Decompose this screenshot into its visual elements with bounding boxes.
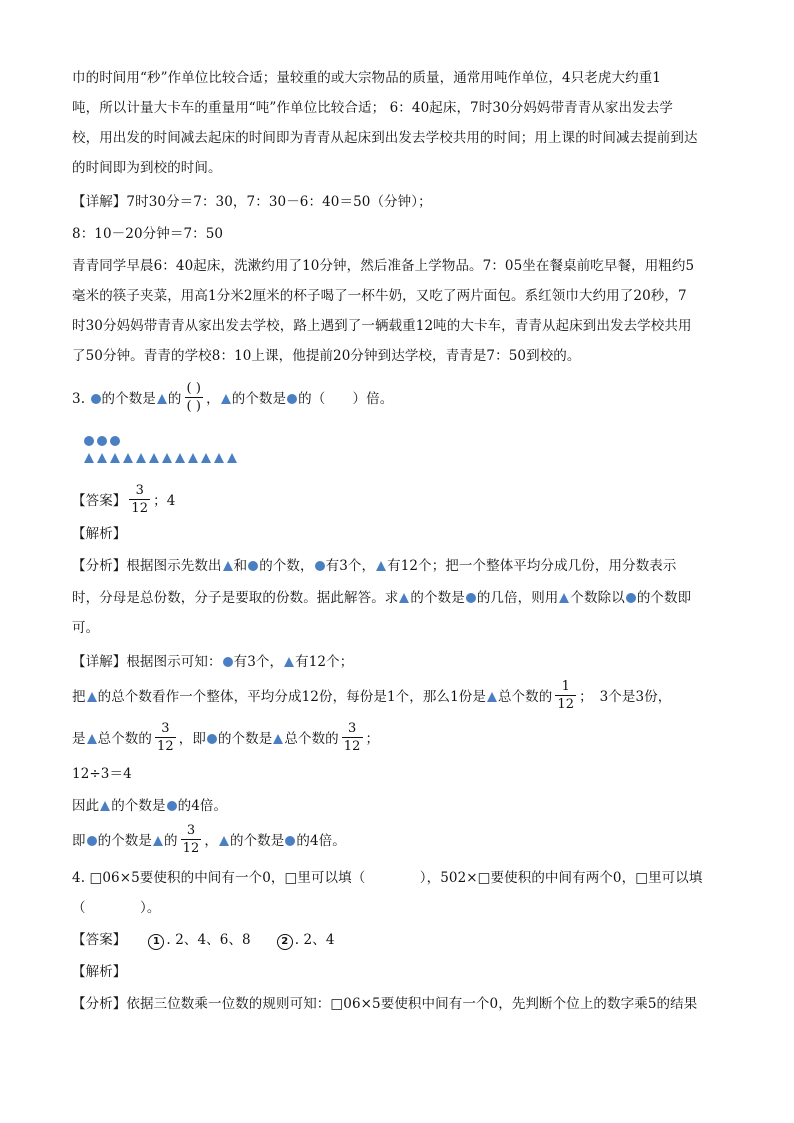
analysis-line: 时，分母是总份数，分子是要取的份数。据此解答。求 的个数是 的几倍，则用 个数除以 的个数即 <box>72 590 692 606</box>
triangle-icon <box>188 453 198 463</box>
circle-icon <box>248 561 258 571</box>
triangle-icon <box>559 593 569 603</box>
blank-fraction: $\frac{( )}{( )}$ <box>186 381 202 414</box>
triangle-icon <box>399 593 409 603</box>
triangle-icon <box>153 836 163 846</box>
story-line: 青青同学早晨6：40起床，洗漱约用了10分钟，然后准备上学物品。7：05坐在餐桌前吃早餐，用粗约5 <box>72 258 695 274</box>
circle-icon <box>167 801 177 811</box>
question-3: 3. 的个数是 的 $\frac{( )}{( )}$ ， 的个数是 的（ ）倍。 <box>72 381 394 414</box>
triangle-icon <box>214 453 224 463</box>
story-line: 毫米的筷子夹菜，用高1分米2厘米的杯子喝了一杯牛奶，又吃了两片面包。系红领巾大约用了20秒，7 <box>72 288 687 304</box>
detail-line: 是 总个数的 $\frac{3}{12}$ ，即 的个数是 总个数的 $\frac{3}{12}$ ； <box>72 721 380 754</box>
circle-icon <box>84 436 94 446</box>
calc-line: 12÷3＝4 <box>72 766 132 782</box>
triangle-icon <box>97 453 107 463</box>
answer-fraction: $\frac{3}{12}$ <box>131 483 149 516</box>
circle-icon <box>223 657 233 667</box>
circled-number-1: 1 <box>148 934 164 950</box>
conclusion-line: 因此 的个数是 的4倍。 <box>72 798 228 814</box>
analysis-line: 可。 <box>72 620 100 636</box>
triangle-icon <box>219 836 229 846</box>
triangle-icon <box>157 394 167 404</box>
triangle-icon <box>149 453 159 463</box>
triangle-icon <box>175 453 185 463</box>
triangle-icon <box>487 692 497 702</box>
circle-icon <box>315 561 325 571</box>
triangle-icon <box>227 453 237 463</box>
triangle-icon <box>123 453 133 463</box>
circle-icon <box>91 394 101 404</box>
triangle-icon <box>84 453 94 463</box>
text-line: 巾的时间用“秒”作单位比较合适；量较重的或大宗物品的质量，通常用吨作单位，4只老虎大约重1 <box>72 70 661 86</box>
detail-line: 8：10－20分钟＝7：50 <box>72 226 224 242</box>
question-4-cont: （ ）。 <box>72 900 161 916</box>
text-line: 校，用出发的时间减去起床的时间即为青青从起床到出发去学校共用的时间；用上课的时间减去提前到达 <box>72 130 698 146</box>
fraction: $\frac{3}{12}$ <box>343 721 361 754</box>
analysis-heading: 【解析】 <box>72 964 127 980</box>
detail-line: 【详解】7时30分＝7：30，7：30－6：40＝50（分钟）； <box>72 194 432 210</box>
triangle-icon <box>376 561 386 571</box>
question-4: 4. □06×5要使积的中间有一个0，□里可以填（ ），502×□要使积的中间有两个0，□里可以填 <box>72 870 703 886</box>
fraction: $\frac{3}{12}$ <box>182 823 200 856</box>
text-line: 的时间即为到校的时间。 <box>72 160 222 176</box>
triangle-icon <box>201 453 211 463</box>
circle-icon <box>207 734 217 744</box>
story-line: 了50分钟。青青的学校8：10上课，他提前20分钟到达学校，青青是7：50到校的。 <box>72 348 581 364</box>
triangle-icon <box>273 734 283 744</box>
answer-line: 【答案】 $\frac{3}{12}$ ；4 <box>72 483 176 516</box>
analysis-heading: 【解析】 <box>72 526 127 542</box>
text-line: 吨，所以计量大卡车的重量用“吨”作单位比较合适； 6：40起床，7时30分妈妈带青青从家出发去学 <box>72 100 673 116</box>
conclusion-line: 即 的个数是 的 $\frac{3}{12}$ ， 的个数是 的4倍。 <box>72 823 346 856</box>
answer-line: 【答案】 1 . 2、4、6、8 2 . 2、4 <box>72 932 335 948</box>
circle-icon <box>97 436 107 446</box>
circle-icon <box>87 836 97 846</box>
circle-icon <box>287 394 297 404</box>
analysis-line: 【分析】根据图示先数出 和 的个数， 有3个， 有12个；把一个整体平均分成几份，用分数表示 <box>72 558 677 574</box>
triangle-icon <box>284 657 294 667</box>
triangle-icon <box>221 394 231 404</box>
triangle-icon <box>136 453 146 463</box>
triangle-icon <box>87 692 97 702</box>
circle-icon <box>285 836 295 846</box>
circled-number-2: 2 <box>277 934 293 950</box>
triangle-icon <box>100 801 110 811</box>
detail-line: 把 的总个数看作一个整体，平均分成12份，每份是1个，那么1份是 总个数的 $\frac{1}{12}$ ； 3个是3份， <box>72 679 672 712</box>
fraction: $\frac{3}{12}$ <box>157 721 174 754</box>
detail-line: 【详解】根据图示可知： 有3个， 有12个； <box>72 654 354 670</box>
fraction: $\frac{1}{12}$ <box>557 679 575 712</box>
circle-icon <box>626 593 636 603</box>
analysis-line: 【分析】依据三位数乘一位数的规则可知：□06×5要使积中间有一个0，先判断个位上的数字乘5的结果 <box>72 996 698 1012</box>
story-line: 时30分妈妈带青青从家出发去学校，路上遇到了一辆载重12吨的大卡车，青青从起床到出发去学校共用 <box>72 318 692 334</box>
triangle-icon <box>110 453 120 463</box>
circle-icon <box>110 436 120 446</box>
triangle-row <box>82 447 238 466</box>
triangle-icon <box>223 561 233 571</box>
triangle-icon <box>162 453 172 463</box>
triangle-icon <box>87 734 97 744</box>
circle-icon <box>466 593 476 603</box>
